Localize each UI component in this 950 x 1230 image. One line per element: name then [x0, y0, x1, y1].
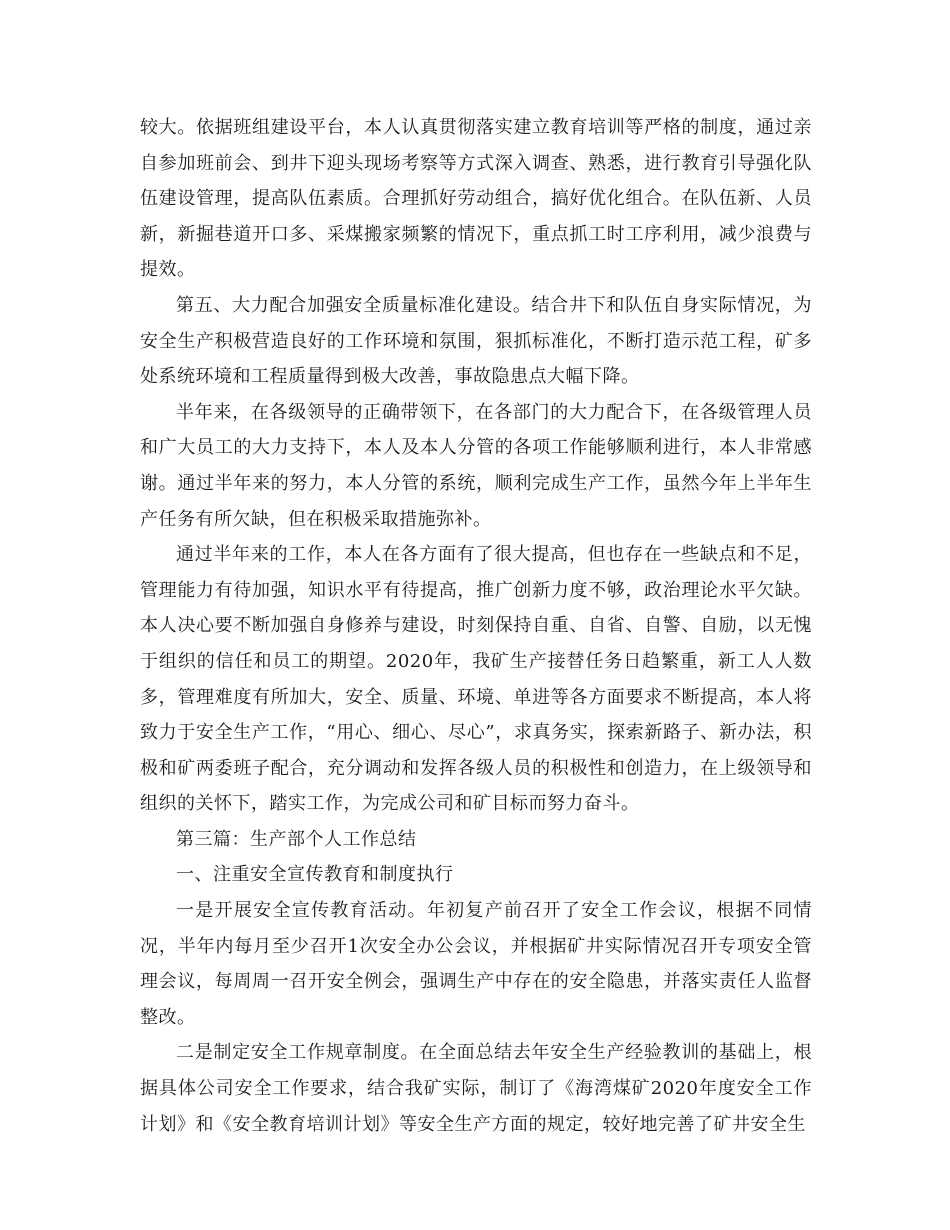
paragraph-safety-rules: 二是制定安全工作规章制度。在全面总结去年安全生产经验教训的基础上，根据具体公司安全工作要求，结合我矿实际，制订了《海湾煤矿2020年度安全工作计划》和《安全教育培训计划》等安全生产方面的规定，较好地完善了矿井安全生	[140, 1042, 812, 1135]
paragraph-improvement: 通过半年来的工作，本人在各方面有了很大提高，但也存在一些缺点和不足，管理能力有待加强，知识水平有待提高，推广创新力度不够，政治理论水平欠缺。本人决心要不断加强自身修养与建设，时刻保持自重、自省、自警、自励，以无愧于组织的信任和员工的期望。2020年，我矿生产接替任务日趋繁重，新工人人数多，管理难度有所加大，安全、质量、环境、单进等各方面要求不断提高，本人将致力于安全生产工作，“用心、细心、尽心”，求真务实，探索新路子、新办法，积极和矿两委班子配合，充分调动和发挥各级人员的积极性和创造力，在上级领导和组织的关怀下，踏实工作，为完成公司和矿目标而努力奋斗。	[140, 544, 812, 815]
section-subheading: 一、注重安全宣传教育和制度执行	[176, 864, 454, 886]
paragraph-safety-education: 一是开展安全宣传教育活动。年初复产前召开了安全工作会议，根据不同情况，半年内每月至少召开1次安全办公会议，并根据矿井实际情况召开专项安全管理会议，每周周一召开安全例会，强调生产中存在的安全隐患，并落实责任人监督整改。	[140, 900, 812, 1028]
paragraph-half-year: 半年来，在各级领导的正确带领下，在各部门的大力配合下，在各级管理人员和广大员工的大力支持下，本人及本人分管的各项工作能够顺利进行，本人非常感谢。通过半年来的努力，本人分管的系统，顺利完成生产工作，虽然今年上半年生产任务有所欠缺，但在积极采取措施弥补。	[140, 401, 812, 530]
paragraph-item-five: 第五、大力配合加强安全质量标准化建设。结合井下和队伍自身实际情况，为安全生产积极营造良好的工作环境和氛围，狠抓标准化，不断打造示范工程，矿多处系统环境和工程质量得到极大改善，事故隐患点大幅下降。	[140, 294, 812, 388]
paragraph-continued: 较大。依据班组建设平台，本人认真贯彻落实建立教育培训等严格的制度，通过亲自参加班前会、到井下迎头现场考察等方式深入调查、熟悉，进行教育引导强化队伍建设管理，提高队伍素质。合理抓好劳动组合，搞好优化组合。在队伍新、人员新，新掘巷道开口多、采煤搬家频繁的情况下，重点抓工时工序利用，减少浪费与提效。	[140, 117, 812, 281]
document-body	[140, 110, 812, 1142]
section-title: 第三篇：生产部个人工作总结	[176, 828, 417, 850]
